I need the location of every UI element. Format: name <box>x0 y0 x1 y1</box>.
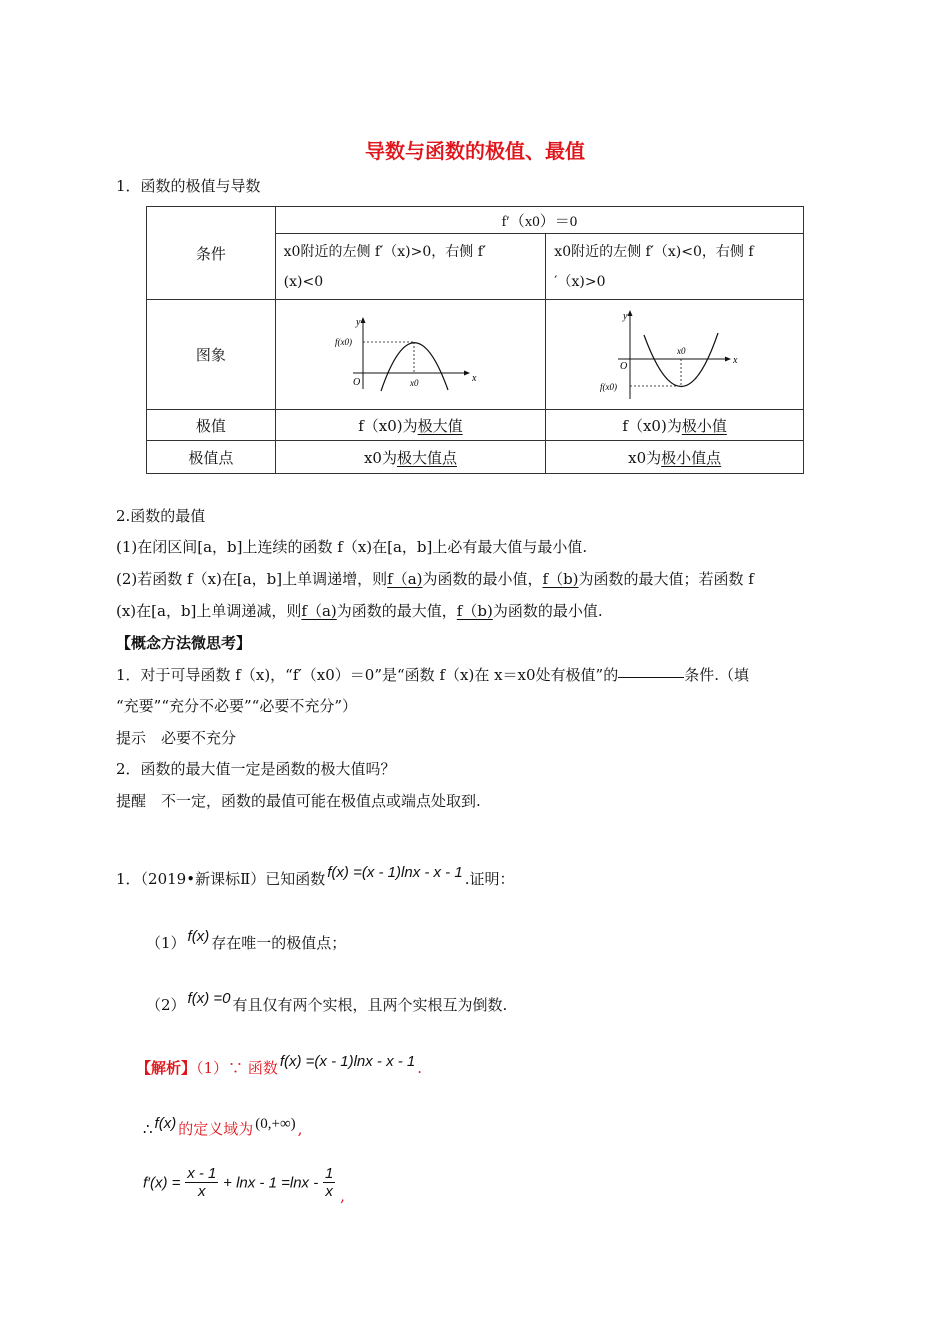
part1-number: （1） <box>146 934 186 952</box>
condition-label: 条件 <box>195 244 226 263</box>
min-graph-x0-label: x0 <box>676 345 686 356</box>
extreme-label-cell <box>147 410 276 441</box>
min-graph-y-label: y <box>622 310 628 322</box>
min-graph-origin: O <box>619 360 627 372</box>
part2-math: f(x) =0 <box>187 990 231 1007</box>
max-graph-y-label: y <box>356 316 361 328</box>
min-extreme-prefix: f（x0)为 <box>622 416 682 435</box>
page-title: 导数与函数的极值、最值 <box>365 139 585 163</box>
max-extreme-prefix: f（x0)为 <box>358 416 418 435</box>
problem-lead: 1．（2019•新课标Ⅱ）已知函数 <box>116 870 326 888</box>
section2-p2-fa: f（a) <box>387 570 423 588</box>
answer-blank <box>618 677 684 678</box>
max-graph-origin: O <box>353 376 361 388</box>
section2-p1: (1)在闭区间[a，b]上连续的函数 f（x)在[a，b]上必有最大值与最小值. <box>116 538 588 556</box>
local-max-graph <box>335 315 485 395</box>
graph-label-cell <box>147 300 276 410</box>
section2-p2-b: 为函数的最小值， <box>422 570 543 588</box>
max-condition-line2: (x)<0 <box>283 273 324 290</box>
min-condition-cell <box>546 234 804 300</box>
solution-intro: （1）∵ 函数 <box>196 1059 278 1077</box>
derivative-fraction-1 <box>185 1166 218 1200</box>
therefore-symbol: ∴ <box>143 1120 153 1138</box>
max-graph-y-arrow <box>361 317 366 323</box>
domain-interval: (0,+∞) <box>255 1116 296 1132</box>
min-graph-cell <box>546 300 804 410</box>
problem-function: f(x) =(x - 1)lnx - x - 1 <box>327 864 463 881</box>
section2-p3-fb: f（b) <box>456 602 493 620</box>
min-graph-fx0-label: f(x0) <box>599 381 617 392</box>
fraction2-numerator: 1 <box>324 1165 334 1182</box>
max-graph-x0-label: x0 <box>410 377 419 388</box>
problem-part2 <box>146 990 508 1014</box>
derivative-fraction-2 <box>323 1166 335 1200</box>
concept-q2: 2．函数的最大值一定是函数的极大值吗？ <box>116 760 396 778</box>
extremum-table <box>146 206 804 474</box>
min-condition-line1: x0附近的左侧 f′（x)<0，右侧 f <box>554 243 754 260</box>
derivative-lhs: f′(x) = <box>143 1174 181 1192</box>
solution-line1-end: . <box>417 1059 423 1077</box>
concept-q1 <box>116 668 749 683</box>
min-graph-x-arrow <box>725 356 731 361</box>
min-graph-x-label: x <box>732 354 738 366</box>
derivative-line <box>143 1166 345 1205</box>
problem-tail: .证明： <box>464 870 515 888</box>
fraction2-denominator: x <box>325 1183 333 1200</box>
problem-part1 <box>146 928 347 952</box>
section2-p3-a: (x)在[a，b]上单调递减，则 <box>116 602 302 620</box>
concept-q1-a: 1．对于可导函数 f（x)，“f′（x0）＝0”是“函数 f（x)在 x＝x0处有极值”的 <box>116 666 619 684</box>
min-condition-line2: ′（x)>0 <box>554 273 606 290</box>
part1-math: f(x) <box>187 928 210 945</box>
derivative-zero-cell <box>275 207 803 234</box>
concept-a1: 提示 必要不充分 <box>116 729 237 747</box>
derivative-zero-text: f′（x0）＝0 <box>501 213 578 230</box>
fraction1-denominator: x <box>198 1183 206 1200</box>
local-min-graph <box>600 307 750 403</box>
max-extreme-value: 极大值 <box>417 416 463 435</box>
max-condition-cell <box>275 234 546 300</box>
extreme-label: 极值 <box>195 416 226 435</box>
section2-p2-fb: f（b) <box>542 570 579 588</box>
section2-p2 <box>116 572 754 587</box>
point-label: 极值点 <box>188 448 234 467</box>
max-condition-line1: x0附近的左侧 f′（x)>0，右侧 f′ <box>283 243 487 260</box>
part2-text: 有且仅有两个实根，且两个实根互为倒数. <box>232 996 508 1014</box>
max-graph-x-arrow <box>464 370 470 375</box>
point-label-cell <box>147 441 276 474</box>
max-point-cell <box>275 441 546 474</box>
max-extreme-cell <box>275 410 546 441</box>
section2-p2-a: (2)若函数 f（x)在[a，b]上单调递增，则 <box>116 570 388 588</box>
solution-line1 <box>136 1053 423 1077</box>
max-graph-x-label: x <box>472 372 477 384</box>
min-point-prefix: x0为 <box>628 448 662 467</box>
solution-function: f(x) =(x - 1)lnx - x - 1 <box>279 1053 416 1070</box>
max-point-value: 极大值点 <box>396 448 457 467</box>
section2-p3-c: 为函数的最小值. <box>492 602 603 620</box>
min-extreme-value: 极小值 <box>681 416 727 435</box>
min-graph-y-arrow <box>627 310 632 316</box>
min-point-value: 极小值点 <box>661 448 722 467</box>
condition-label-cell <box>147 207 276 300</box>
fraction1-numerator: x - 1 <box>187 1165 217 1182</box>
derivative-end: , <box>340 1187 345 1205</box>
min-point-cell <box>546 441 804 474</box>
domain-text: 的定义域为 <box>178 1120 254 1138</box>
concept-q1-b: 条件.（填 <box>684 666 749 684</box>
section1-heading: 1．函数的极值与导数 <box>116 177 261 195</box>
solution-tag: 【解析】 <box>136 1059 197 1077</box>
section2-p3-b: 为函数的最大值， <box>336 602 457 620</box>
problem-statement <box>116 864 515 888</box>
max-point-prefix: x0为 <box>363 448 397 467</box>
section2-p3-fa: f（a) <box>301 602 337 620</box>
min-extreme-cell <box>546 410 804 441</box>
section2-p2-c: 为函数的最大值；若函数 f <box>578 570 754 588</box>
max-graph-fx0-label: f(x0) <box>335 336 353 347</box>
max-graph-cell <box>275 300 546 410</box>
domain-line <box>143 1115 303 1138</box>
graph-label: 图象 <box>195 346 226 364</box>
concept-q1-line2: “充要”“充分不必要”“必要不充分”） <box>116 697 358 715</box>
domain-end: , <box>297 1120 303 1138</box>
concept-heading: 【概念方法微思考】 <box>116 634 252 652</box>
concept-a2: 提醒 不一定，函数的最值可能在极值点或端点处取到. <box>116 792 481 810</box>
domain-function: f(x) <box>154 1115 177 1132</box>
section2-heading: 2.函数的最值 <box>116 507 206 525</box>
derivative-middle: + lnx - 1 =lnx - <box>223 1174 319 1192</box>
section2-p3 <box>116 604 603 619</box>
part2-number: （2） <box>146 996 186 1014</box>
part1-text: 存在唯一的极值点； <box>211 934 347 952</box>
